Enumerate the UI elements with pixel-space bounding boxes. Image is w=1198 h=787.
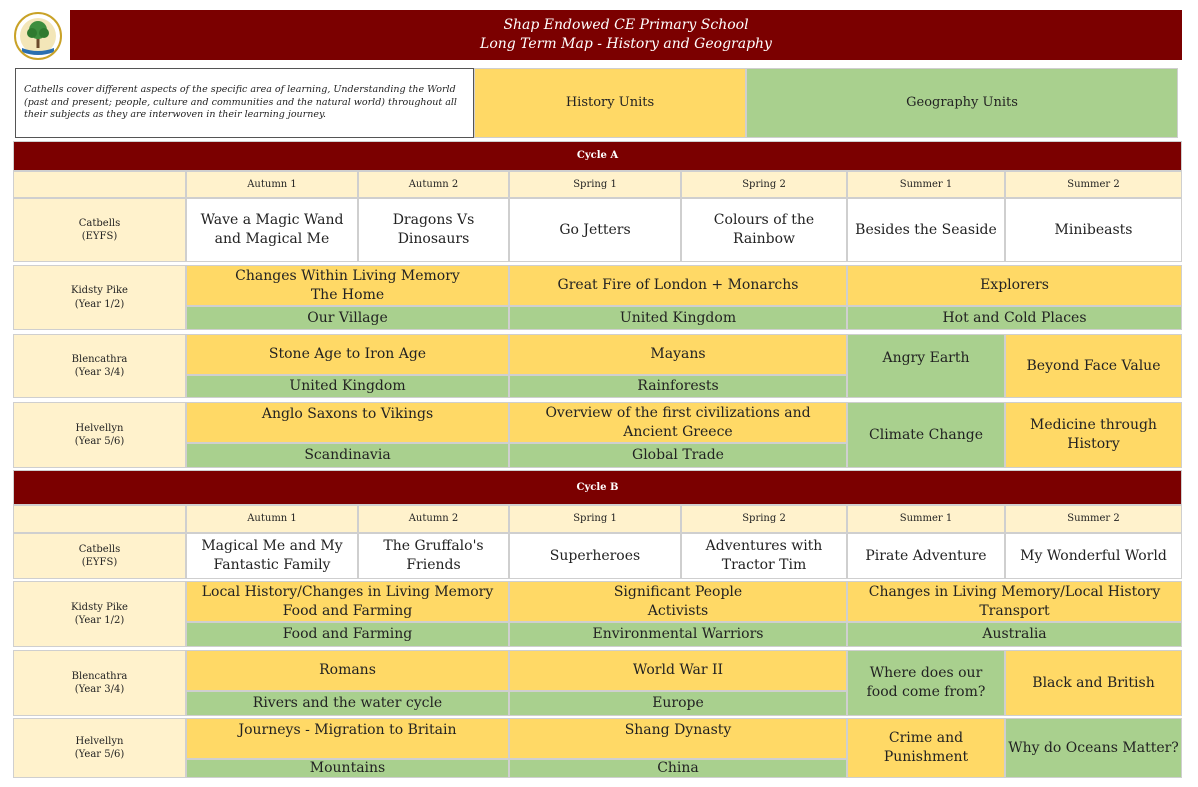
term-summer-1: Summer 1 [847,171,1005,198]
cycle-b-header: Cycle B [13,470,1182,505]
term-spring-1: Spring 1 [509,505,681,533]
geography-unit: Our Village [186,306,509,330]
geography-unit: Mountains [186,759,509,778]
geography-unit: Rainforests [509,375,847,398]
history-unit: Beyond Face Value [1005,334,1182,398]
geography-unit: Why do Oceans Matter? [1005,718,1182,778]
eyfs-unit: Adventures with Tractor Tim [681,533,847,579]
geography-unit: Environmental Warriors [509,622,847,647]
history-unit: Medicine through History [1005,402,1182,468]
school-name: Shap Endowed CE Primary School [503,17,749,34]
eyfs-unit: Colours of the Rainbow [681,198,847,262]
geography-unit: Scandinavia [186,443,509,468]
term-autumn-1: Autumn 1 [186,505,358,533]
term-spring-2: Spring 2 [681,171,847,198]
term-summer-1: Summer 1 [847,505,1005,533]
class-label-catbells: Catbells (EYFS) [13,533,186,579]
class-label-helvellyn: Helvellyn (Year 5/6) [13,402,186,468]
history-unit: Journeys - Migration to Britain [186,718,509,759]
history-unit: Anglo Saxons to Vikings [186,402,509,443]
history-unit: Local History/Changes in Living Memory Food and Farming [186,581,509,622]
history-units-key: History Units [474,68,746,138]
geography-unit: Food and Farming [186,622,509,647]
eyfs-unit: Go Jetters [509,198,681,262]
class-label-kidsty-pike: Kidsty Pike (Year 1/2) [13,265,186,330]
eyfs-unit: The Gruffalo's Friends [358,533,509,579]
term-autumn-1: Autumn 1 [186,171,358,198]
history-unit: Crime and Punishment [847,718,1005,778]
geography-unit: Australia [847,622,1182,647]
class-label-blencathra: Blencathra (Year 3/4) [13,334,186,398]
geography-unit: Where does our food come from? [847,650,1005,716]
term-header-blank [13,171,186,198]
history-unit: Explorers [847,265,1182,306]
history-unit: Black and British [1005,650,1182,716]
eyfs-unit: Wave a Magic Wand and Magical Me [186,198,358,262]
geography-unit: Rivers and the water cycle [186,691,509,716]
class-label-kidsty-pike: Kidsty Pike (Year 1/2) [13,581,186,647]
term-header-blank [13,505,186,533]
eyfs-unit: Superheroes [509,533,681,579]
eyfs-unit: Besides the Seaside [847,198,1005,262]
history-unit: Changes in Living Memory/Local History Transport [847,581,1182,622]
geography-units-key: Geography Units [746,68,1178,138]
history-unit: Great Fire of London + Monarchs [509,265,847,306]
geography-unit: Angry Earth [847,334,1005,398]
geography-unit: China [509,759,847,778]
history-unit: Mayans [509,334,847,375]
history-unit: Shang Dynasty [509,718,847,759]
geography-unit: United Kingdom [509,306,847,330]
eyfs-unit: Magical Me and My Fantastic Family [186,533,358,579]
term-autumn-2: Autumn 2 [358,505,509,533]
geography-unit: United Kingdom [186,375,509,398]
eyfs-unit: Dragons Vs Dinosaurs [358,198,509,262]
term-autumn-2: Autumn 2 [358,171,509,198]
geography-unit: Global Trade [509,443,847,468]
term-spring-1: Spring 1 [509,171,681,198]
history-unit: Significant People Activists [509,581,847,622]
geography-unit: Europe [509,691,847,716]
school-crest-icon [14,12,62,60]
term-spring-2: Spring 2 [681,505,847,533]
eyfs-unit: My Wonderful World [1005,533,1182,579]
geography-unit: Climate Change [847,402,1005,468]
title-banner [70,10,1182,60]
page-title: Long Term Map - History and Geography [480,36,772,52]
class-label-blencathra: Blencathra (Year 3/4) [13,650,186,716]
history-unit: Overview of the first civilizations and Ancient Greece [509,402,847,443]
eyfs-unit: Minibeasts [1005,198,1182,262]
geography-unit: Hot and Cold Places [847,306,1182,330]
class-label-helvellyn: Helvellyn (Year 5/6) [13,718,186,778]
cycle-a-header: Cycle A [13,141,1182,171]
history-unit: Stone Age to Iron Age [186,334,509,375]
term-summer-2: Summer 2 [1005,171,1182,198]
term-summer-2: Summer 2 [1005,505,1182,533]
eyfs-unit: Pirate Adventure [847,533,1005,579]
intro-text: Cathells cover different aspects of the specific area of learning, Understanding the World (past and present; people, culture and communities and the natural world) throughout all their subjects as they are interwoven in their learning journey. [15,68,474,138]
class-label-catbells: Catbells (EYFS) [13,198,186,262]
history-unit: World War II [509,650,847,691]
history-unit: Changes Within Living Memory The Home [186,265,509,306]
history-unit: Romans [186,650,509,691]
